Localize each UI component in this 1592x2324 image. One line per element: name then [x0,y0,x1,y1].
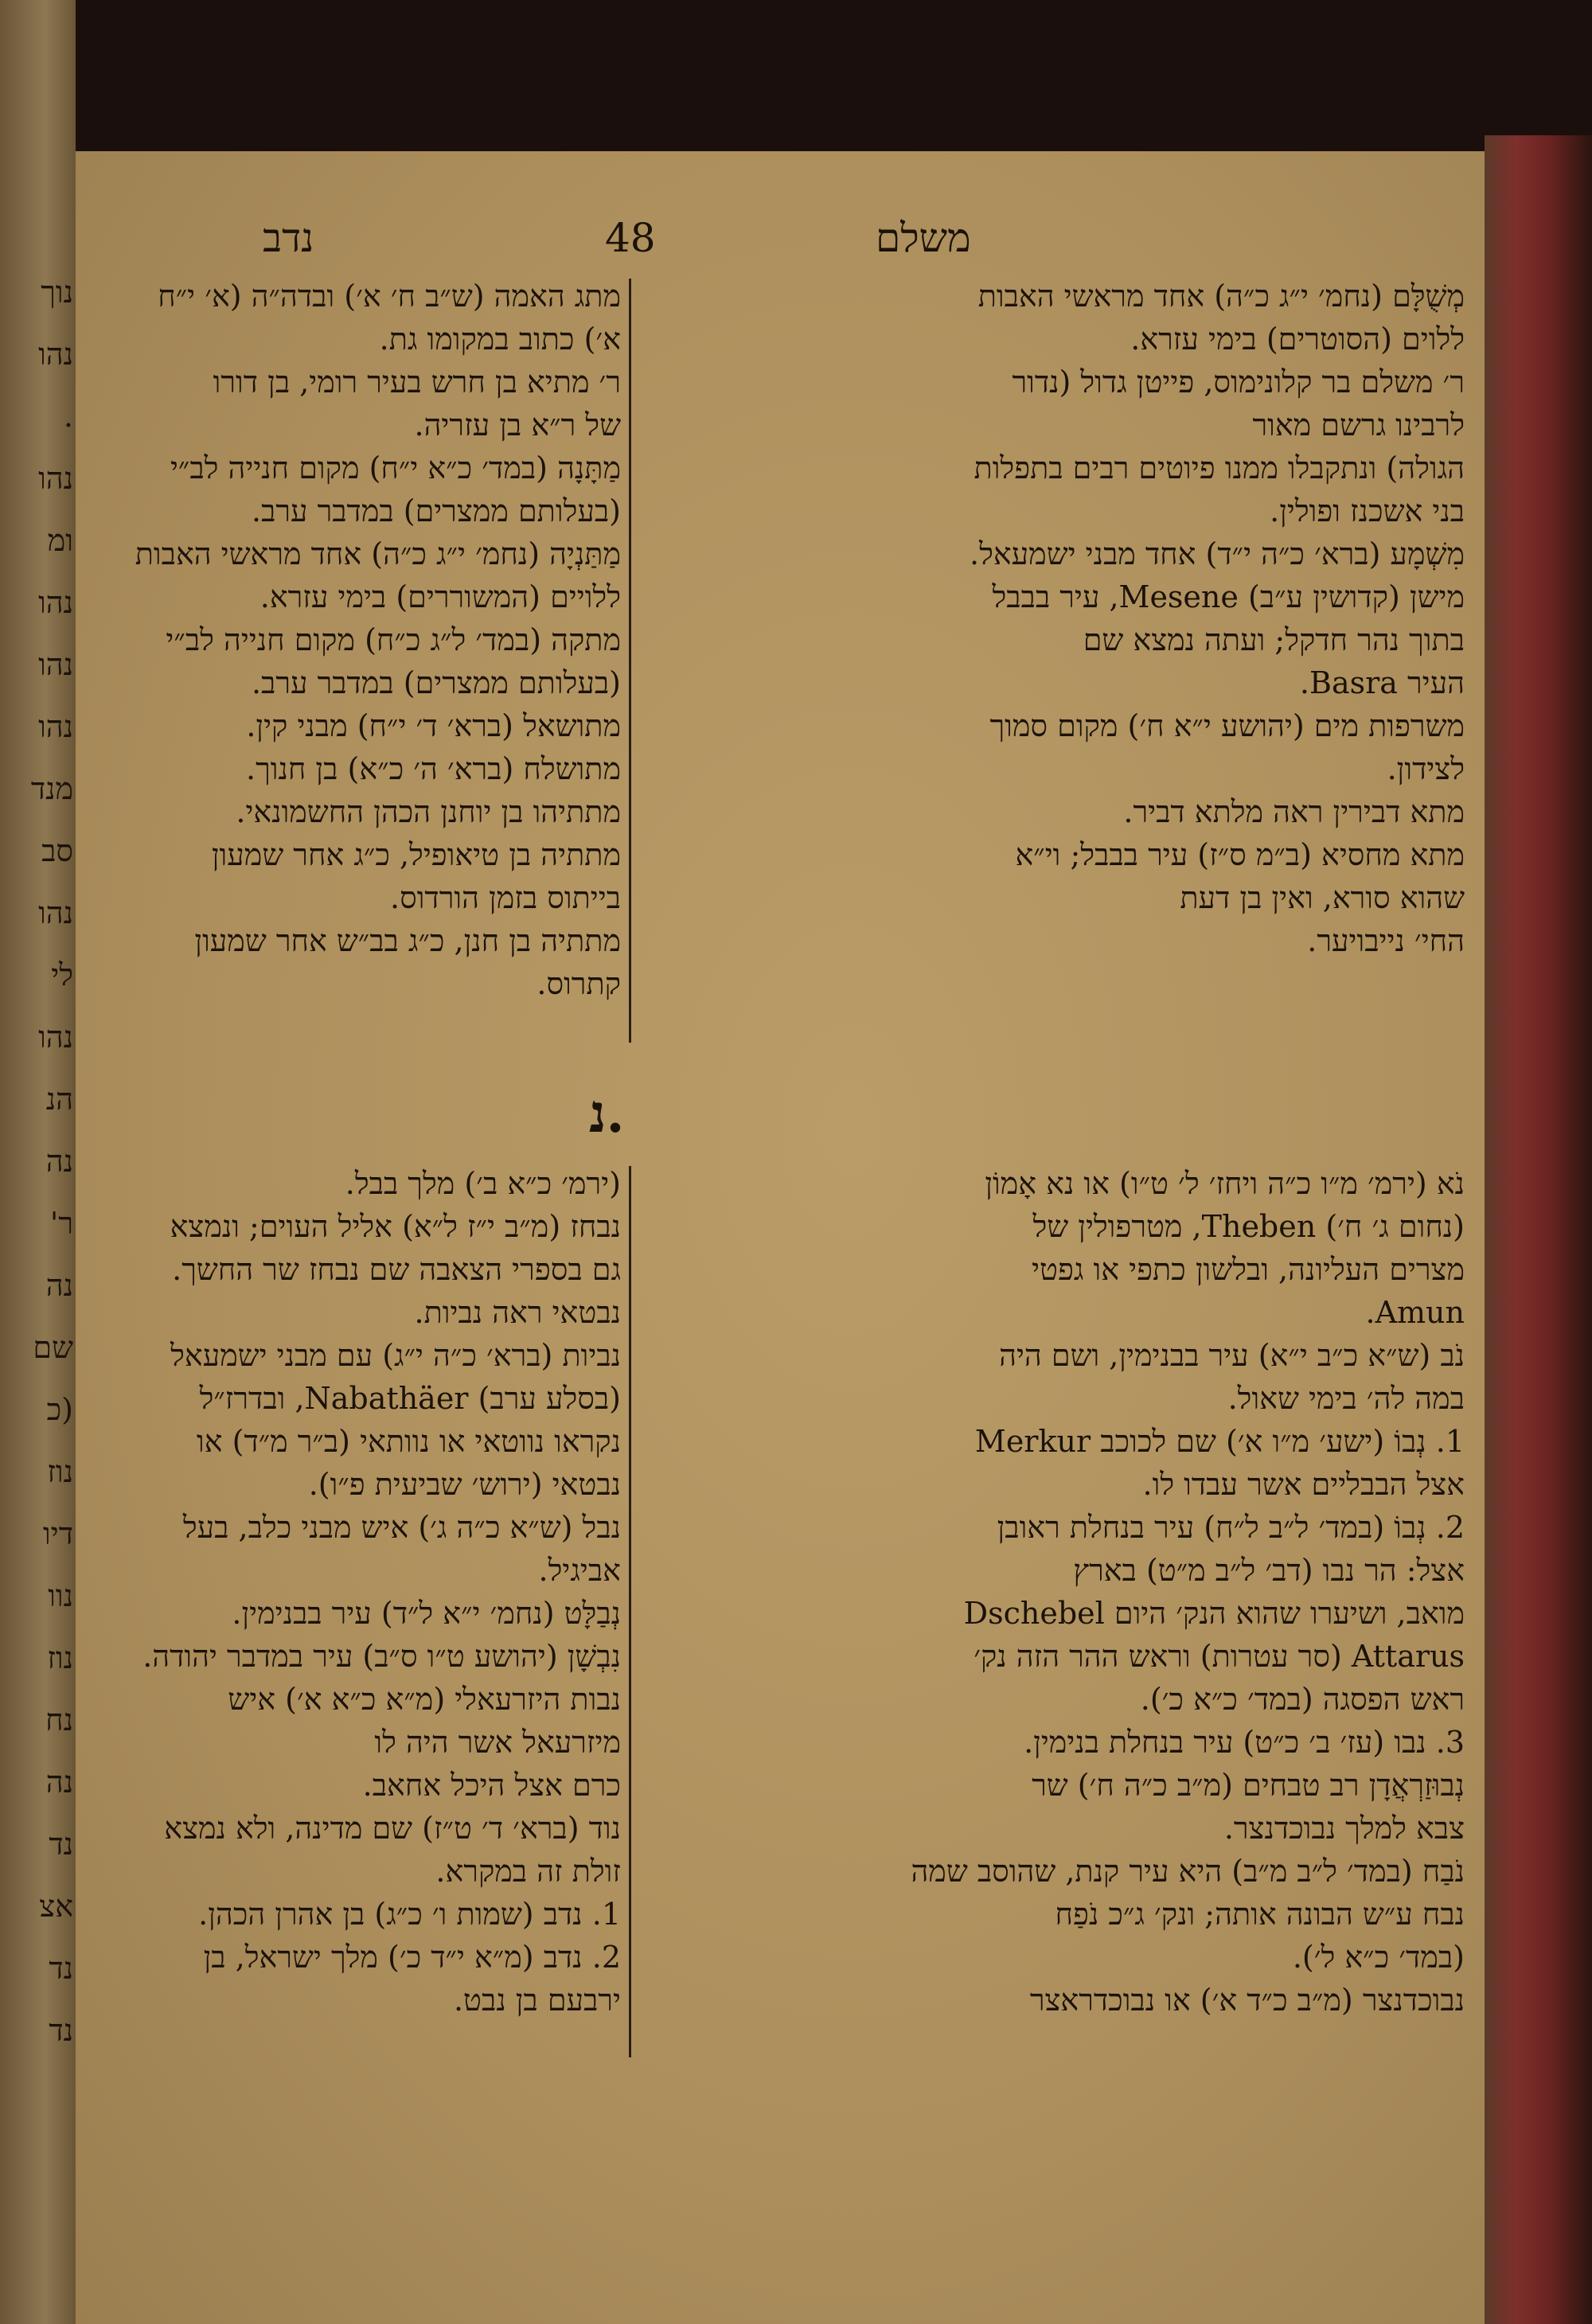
column-divider-top [629,279,631,1043]
section-letter: נ. [589,1082,625,1144]
text-line: א׳) כתוב במקומו גת. [379,322,621,357]
text-line: קתרוס. [537,966,621,1001]
page-number: 48 [605,215,656,261]
spine-fragment: נהו [38,1020,73,1055]
left-column-top [80,275,621,1005]
text-line: (נחום ג׳ ח׳) Theben, מטרפולין של [1032,1209,1465,1244]
text-line: 1. נדב (שמות ו׳ כ״ג) בן אהרן הכהן. [198,1897,621,1932]
text-line: נקראו נווטאי או נוותאי (ב״ר מ״ד) או [197,1424,621,1459]
spine-fragment: נוך [41,275,73,310]
text-line: נבוכדנצר (מ״ב כ״ד א׳) או נבוכדראצר [1029,1983,1465,2018]
text-line: 1. נְבוֹ (ישע׳ מ״ו א׳) שם לכוכב Merkur [974,1424,1465,1459]
text-line: מתושאל (ברא׳ ד׳ י״ח) מבני קין. [246,708,621,743]
text-line: ירבעם בן נבט. [453,1983,621,2018]
text-line: מתא דבירין ראה מלתא דביר. [1123,794,1465,829]
text-line: נְבַלָּט (נחמ׳ י״א ל״ד) עיר בבנימין. [232,1596,621,1631]
text-line: (בעלותם ממצרים) במדבר ערב. [251,493,621,528]
text-line: לצידון. [1387,751,1465,786]
header-right-word: משלם [876,215,971,261]
spine-fragment: נהו [38,337,73,372]
text-line: (בעלותם ממצרים) במדבר ערב. [251,665,621,700]
text-line: נוד (ברא׳ ד׳ ט״ז) שם מדינה, ולא נמצא [164,1811,621,1846]
text-line: Amun. [1365,1295,1465,1330]
text-line: אביגיל. [538,1553,621,1588]
spine-fragment: נה [45,1268,73,1303]
text-line: מואב, ושיערו שהוא הנק׳ היום Dschebel [963,1596,1465,1631]
spine-fragment: ר' [49,1206,73,1241]
text-line: מתא מחסיא (ב״מ ס״ז) עיר בבבל; וי״א [1015,837,1465,872]
spine-fragment: נהו [38,585,73,620]
text-line: אצל הבבליים אשר עבדו לו. [1142,1467,1465,1502]
text-line: מתתיהו בן יוחנן הכהן החשמונאי. [236,794,621,829]
spine-fragment: נהו [38,461,73,496]
text-line: זולת זה במקרא. [435,1854,621,1889]
spine-fragment: לי [51,957,73,992]
spine-fragment: סב [41,833,73,868]
spine-fragment: . [63,399,73,434]
column-divider-bottom [629,1166,631,2057]
text-line: בייתוס בזמן הורדוס. [390,880,621,915]
text-line: 2. נדב (מ״א י״ד כ׳) מלך ישראל, בן [203,1940,621,1975]
header-left-word: נדב [263,215,314,261]
text-line: מתתיה בן טיאופיל, כ״ג אחר שמעון [211,837,621,872]
spine-fragment: מנד [30,771,73,806]
text-line: Attarus (סר עטרות) וראש ההר הזה נק׳ [974,1639,1465,1674]
spine-fragment: נח [45,1702,73,1737]
text-line: מתתיה בן חנן, כ״ג בב״ש אחר שמעון [194,923,621,958]
spine-fragment: הנ [45,1082,73,1117]
text-line: נבחז (מ״ב י״ז ל״א) אליל העוים; ונמצא [170,1209,621,1244]
spine-fragment: אצ [39,1889,73,1924]
text-line: 2. נְבוֹ (במד׳ ל״ב ל״ח) עיר בנחלת ראובן [997,1510,1465,1545]
text-line: מַתַּנְיָה (נחמ׳ י״ג כ״ה) אחד מראשי האבות [135,536,621,571]
text-line: נֹא (ירמ׳ מ״ו כ״ה ויחז׳ ל׳ ט״ו) או נא אָמוֹן [985,1166,1465,1201]
text-line: שהוא סורא, ואין בן דעת [1180,880,1465,915]
text-line: העיר Basra. [1299,665,1465,700]
spine-fragment: נד [49,1951,73,1986]
spine-fragment: נהו [38,709,73,744]
spine-fragment: נוו [48,1578,73,1613]
text-line: בתוך נהר חדקל; ועתה נמצא שם [1083,622,1465,657]
text-line: בני אשכנז ופולין. [1270,493,1465,528]
text-line: צבא למלך נבוכדנצר. [1223,1811,1465,1846]
spine-fragment: נד [49,1827,73,1862]
text-line: נְבוּזַרְאֲדָן רב טבחים (מ״ב כ״ה ח׳) שר [1032,1768,1465,1803]
text-line: כרם אצל היכל אחאב. [362,1768,621,1803]
text-line: מיזרעאל אשר היה לו [374,1725,621,1760]
text-line: מתג האמה (ש״ב ח׳ א׳) ובדה״ה (א׳ י״ח [158,279,621,314]
text-line: החי׳ נייבויער. [1307,923,1465,958]
spine-fragment: נהו [38,647,73,682]
spine-fragment: נוז [47,1640,73,1675]
left-column-bottom [80,1162,621,2022]
book-edge [1485,135,1592,2324]
text-line: משרפות מים (יהושע י״א ח׳) מקום סמוך [989,708,1465,743]
right-column-bottom [637,1162,1465,2022]
text-line: מישן (קדושין ע״ב) Mesene, עיר בבבל [992,579,1465,614]
text-line: גם בספרי הצאבה שם נבחז שר החשך. [172,1252,621,1287]
text-line: ללוים (הסוטרים) בימי עזרא. [1130,322,1465,357]
text-line: נבטאי (ירוש׳ שביעית פ״ו). [308,1467,621,1502]
text-line: במה לה׳ בימי שאול. [1227,1381,1465,1416]
spine-fragment: נה [45,1144,73,1179]
text-line: אצל: הר נבו (דב׳ ל״ב מ״ט) בארץ [1073,1553,1465,1588]
right-column-top [637,275,1465,962]
text-line: (ירמ׳ כ״א ב׳) מלך בבל. [345,1166,621,1201]
spine-fragment: ומ [47,523,73,558]
spine-fragment: (כ [46,1392,73,1427]
text-line: מְשֻׁלָּם (נחמ׳ י״ג כ״ה) אחד מראשי האבות [977,279,1465,314]
text-line: נבטאי ראה נביות. [414,1295,621,1330]
text-line: מַתָּנָה (במד׳ כ״א י״ח) מקום חנייה לב״י [170,450,621,485]
spine-fragment: נה [45,1764,73,1800]
text-line: נביות (ברא׳ כ״ה י״ג) עם מבני ישמעאל [170,1338,621,1373]
text-line: הגולה) ונתקבלו ממנו פיוטים רבים בתפלות [974,450,1465,485]
text-line: מתקה (במד׳ ל״ג כ״ח) מקום חנייה לב״י [166,622,621,657]
spine-fragment: נד [49,2013,73,2048]
text-line: 3. נבו (עז׳ ב׳ כ״ט) עיר בנחלת בנימין. [1024,1725,1465,1760]
text-line: מצרים העליונה, ובלשון כתפי או גפטי [1032,1252,1465,1287]
text-line: מִשְׁמָע (ברא׳ כ״ה י״ד) אחד מבני ישמעאל. [970,536,1465,571]
spine-fragment: דיו [43,1516,73,1551]
text-line: ר׳ משלם בר קלונימוס, פייטן גדול (נדור [1012,365,1465,400]
spine-fragment: נוז [47,1454,73,1489]
text-line: מתושלח (ברא׳ ה׳ כ״א) בן חנוך. [246,751,621,786]
text-line: של ר״א בן עזריה. [414,407,621,443]
text-line: נֹבַח (במד׳ ל״ב מ״ב) היא עיר קנת, שהוסב שמה [911,1854,1465,1889]
text-line: נבות היזרעאלי (מ״א כ״א א׳) איש [228,1682,621,1717]
spine-fragment: שם [33,1330,73,1365]
text-line: נֹב (ש״א כ״ב י״א) עיר בבנימין, ושם היה [999,1338,1465,1373]
text-line: נבח ע״ש הבונה אותה; ונק׳ ג״כ נֹפַח [1055,1897,1465,1932]
adjacent-page-strip [0,0,76,2324]
text-line: נִבְשָׁן (יהושע ט״ו ס״ב) עיר במדבר יהודה. [142,1639,621,1674]
text-line: ראש הפסגה (במד׳ כ״א כ׳). [1140,1682,1465,1717]
text-line: ללויים (המשוררים) בימי עזרא. [259,579,621,614]
text-line: נבל (ש״א כ״ה ג׳) איש מבני כלב, בעל [182,1510,621,1545]
text-line: (במד׳ כ״א ל׳). [1292,1940,1465,1975]
spine-fragment: נהו [38,895,73,930]
text-line: (בסלע ערב) Nabathäer, ובדרז״ל [199,1381,621,1416]
text-line: ר׳ מתיא בן חרש בעיר רומי, בן דורו [213,365,621,400]
text-line: לרבינו גרשם מאור [1252,407,1465,443]
